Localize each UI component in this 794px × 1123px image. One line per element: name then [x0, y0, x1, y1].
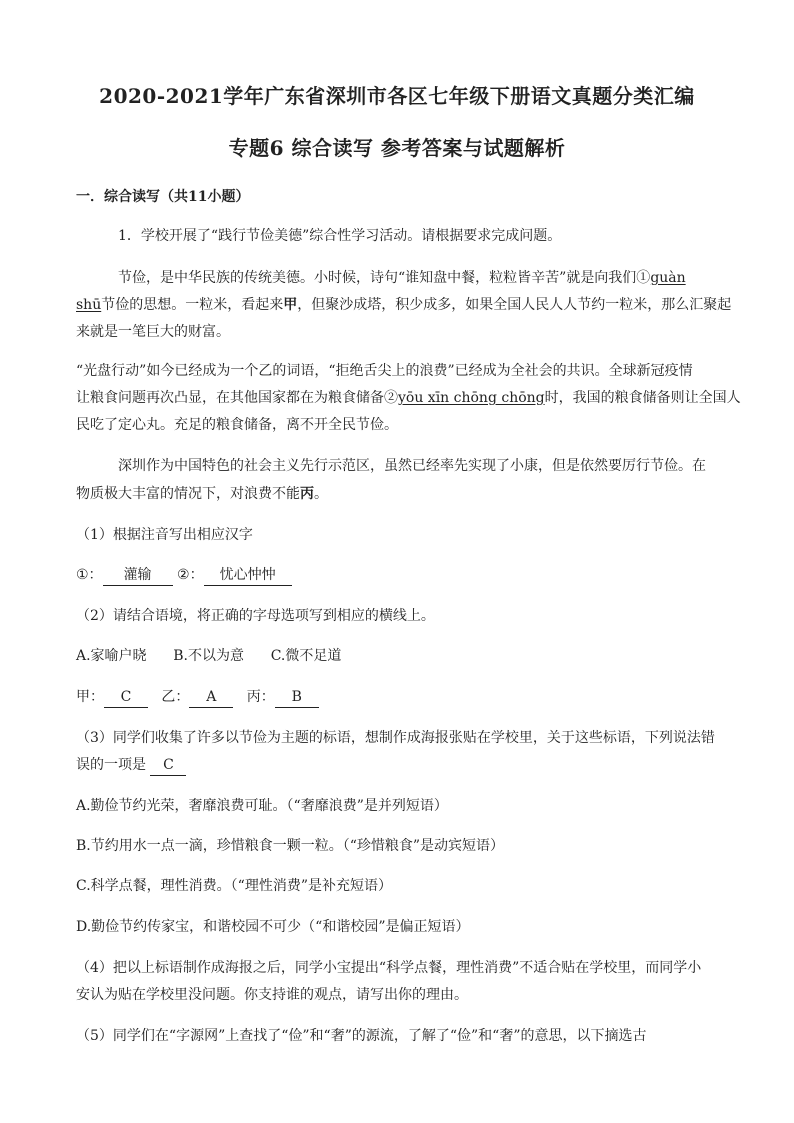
sub-question-3-cont: 误的一项是 C [76, 755, 726, 776]
passage-line: 物质极大丰富的情况下，对浪费不能丙。 [76, 486, 328, 502]
option-a: A.勤俭节约光荣，奢靡浪费可耻。（“奢靡浪费”是并列短语） [76, 798, 448, 814]
sub-question-4: （4）把以上标语制作成海报之后，同学小宝提出“科学点餐，理性消费”不适合贴在学校里，而同学小 [76, 960, 702, 976]
sub-question-3: （3）同学们收集了许多以节俭为主题的标语，想制作成海报张贴在学校里，关于这些标语，下列说法错 [76, 730, 715, 746]
answer-blank: C [150, 755, 186, 776]
answer-blank: A [189, 687, 233, 708]
option-d: D.勤俭节约传家宝，和谐校园不可少（“和谐校园”是偏正短语） [76, 919, 470, 935]
sub-question-4-cont: 安认为贴在学校里没问题。你支持谁的观点，请写出你的理由。 [76, 987, 468, 1003]
pinyin-1: guàn [650, 270, 686, 286]
passage-line: 深圳作为中国特色的社会主义先行示范区，虽然已经率先实现了小康，但是依然要厉行节俭。在 [118, 458, 706, 474]
answer-blank: 灌输 [103, 565, 173, 586]
passage-line: shū节俭的思想。一粒米，看起来甲，但聚沙成塔，积少成多，如果全国人民人人节约一粒米，那么汇聚起 [76, 297, 732, 313]
passage-line: “光盘行动”如今已经成为一个乙的词语，“拒绝舌尖上的浪费”已经成为全社会的共识。全球新冠疫情 [76, 363, 693, 379]
passage-line: 让粮食问题再次凸显，在其他国家都在为粮食储备②yōu xīn chōng chōng时，我国的粮食储备则让全国人 [76, 390, 741, 406]
pinyin-2: yōu xīn chōng chōng [398, 390, 545, 406]
answer-blank: 忧心忡忡 [204, 565, 292, 586]
passage-line: 节俭，是中华民族的传统美德。小时候，诗句“谁知盘中餐，粒粒皆辛苦”就是向我们①guàn [118, 270, 686, 286]
passage-line: 来就是一笔巨大的财富。 [76, 324, 230, 340]
option-c: C.科学点餐，理性消费。（“理性消费”是补充短语） [76, 878, 392, 894]
answer-blank: C [104, 687, 148, 708]
section-heading: 一．综合读写（共11小题） [76, 189, 250, 205]
answer-line-1: ①： 灌输 ②： 忧心忡忡 [76, 565, 726, 586]
answer-blank: B [275, 687, 319, 708]
sub-question-2: （2）请结合语境，将正确的字母选项写到相应的横线上。 [76, 608, 435, 624]
option-b: B.节约用水一点一滴，珍惜粮食一颗一粒。（“珍惜粮食”是动宾短语） [76, 838, 505, 854]
options-line: A.家喻户晓 B.不以为意 C.微不足道 [76, 648, 342, 664]
answer-line-2: 甲： C 乙： A 丙： B [76, 687, 726, 708]
sub-question-5: （5）同学们在“字源网”上查找了“俭”和“奢”的源流，了解了“俭”和“奢”的意思，以下摘选古 [76, 1028, 647, 1044]
passage-line: 民吃了定心丸。充足的粮食储备，离不开全民节俭。 [76, 417, 398, 433]
pinyin-1-cont: shū [76, 297, 102, 313]
sub-question-1: （1）根据注音写出相应汉字 [76, 527, 253, 543]
document-title: 2020-2021学年广东省深圳市各区七年级下册语文真题分类汇编 [99, 84, 695, 108]
document-subtitle: 专题6 综合读写 参考答案与试题解析 [228, 136, 566, 160]
question-intro: 1．学校开展了“践行节俭美德”综合性学习活动。请根据要求完成问题。 [118, 228, 562, 244]
